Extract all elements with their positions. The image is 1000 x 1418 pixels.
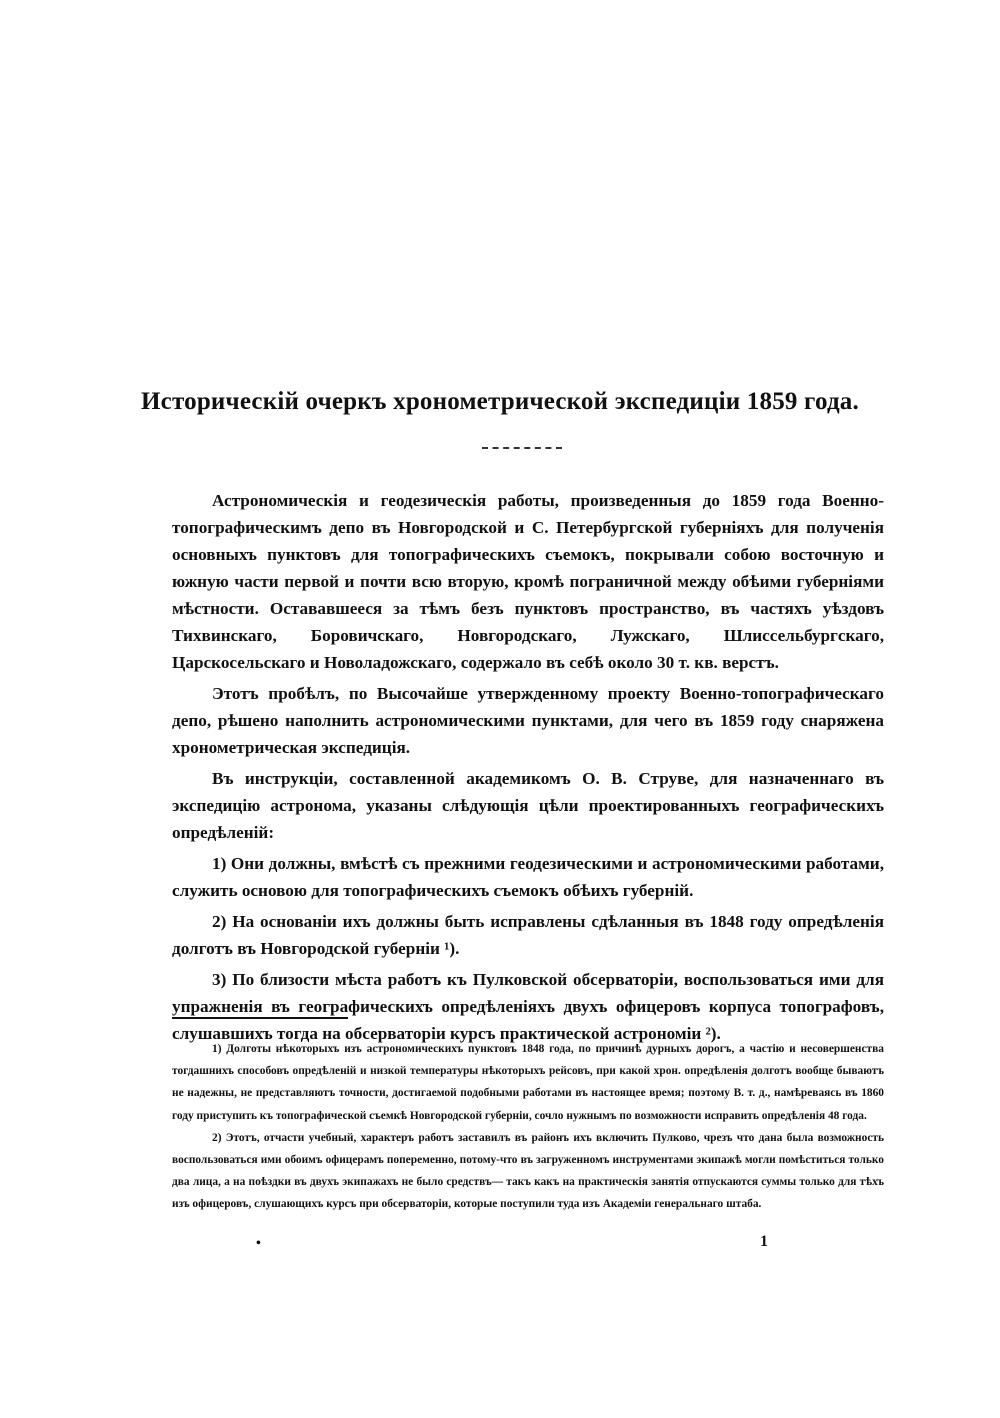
- title-separator: [482, 447, 562, 449]
- main-text: [172, 487, 884, 1051]
- footnotes: [172, 1038, 884, 1216]
- paragraph-1: Астрономическія и геодезическія работы, произведенныя до 1859 года Военно-топографическимъ депо въ Новгородской и С. Петербургской губерніяхъ для полученія основныхъ пунктовъ для топографическихъ съемокъ, покрывали собою восточную и южную части первой и почти всю вторую, кромѣ пограничной между обѣими губерніями мѣстности. Остававшееся за тѣмъ безъ пунктовъ пространство, въ частяхъ уѣздовъ Тихвинскаго, Боровичскаго, Новгородскаго, Лужскаго, Шлиссельбургскаго, Царскосельскаго и Новоладожскаго, содержало въ себѣ около 30 т. кв. верстъ.: [172, 491, 884, 672]
- footnote-separator: [172, 1017, 348, 1019]
- bottom-dot-mark: •: [256, 1236, 261, 1251]
- paragraph-6: 3) По близости мѣста работъ къ Пулковской обсерваторіи, воспользоваться ими для упражненія въ географическихъ опредѣленіяхъ двухъ офицеровъ корпуса топографовъ, слушавшихъ тогда на обсерваторіи курсъ практической астрономіи ²).: [172, 970, 884, 1043]
- page-number: 1: [760, 1233, 768, 1250]
- footnote-2: 2) Этотъ, отчасти учебный, характеръ работъ заставилъ въ районъ ихъ включить Пулково, чрезъ что дана была возможность воспользоваться ими обоимъ офицерамъ попеременно, потому-что въ загруженномъ инструментами экипажѣ могли помѣститься только два лица, а на поѣздки въ двухъ экипажахъ не было средствъ— такъ какъ на практическія занятія отпускаются суммы только для тѣхъ изъ офицеровъ, слушающихъ курсъ при обсерваторіи, которые поступили туда изъ Академіи генеральнаго штаба.: [172, 1131, 884, 1211]
- footnote-1: 1) Долготы нѣкоторыхъ изъ астрономическихъ пунктовъ 1848 года, по причинѣ дурныхъ дорогъ, а частію и несовершенства тогдашнихъ способовъ опредѣленій и низкой температуры нѣкоторыхъ рейсовъ, при какой хрон. опредѣленія долготъ вообще бываютъ не надежны, не представляютъ точности, достигаемой подобными работами въ настоящее время; поэтому В. т. д., намѣреваясь въ 1860 году приступить къ топографической съемкѣ Новгородской губерніи, сочло нужнымъ по возможности исправить опредѣленія 48 года.: [172, 1043, 884, 1122]
- paragraph-5: 2) На основаніи ихъ должны быть исправлены сдѣланныя въ 1848 году опредѣленія долготъ въ Новгородской губерніи ¹).: [172, 912, 884, 958]
- document-title: Историческій очеркъ хронометрической экспедиціи 1859 года.: [141, 388, 859, 415]
- paragraph-4: 1) Они должны, вмѣстѣ съ прежними геодезическими и астрономическими работами, служить основою для топографическихъ съемокъ обѣихъ губерній.: [172, 854, 884, 900]
- paragraph-2: Этотъ пробѣлъ, по Высочайше утвержденному проекту Военно-топографическаго депо, рѣшено наполнить астрономическими пунктами, для чего въ 1859 году снаряжена хронометрическая экспедиція.: [172, 684, 884, 757]
- paragraph-3: Въ инструкціи, составленной академикомъ О. В. Струве, для назначеннаго въ экспедицію астронома, указаны слѣдующія цѣли проектированныхъ географическихъ опредѣленій:: [172, 769, 884, 842]
